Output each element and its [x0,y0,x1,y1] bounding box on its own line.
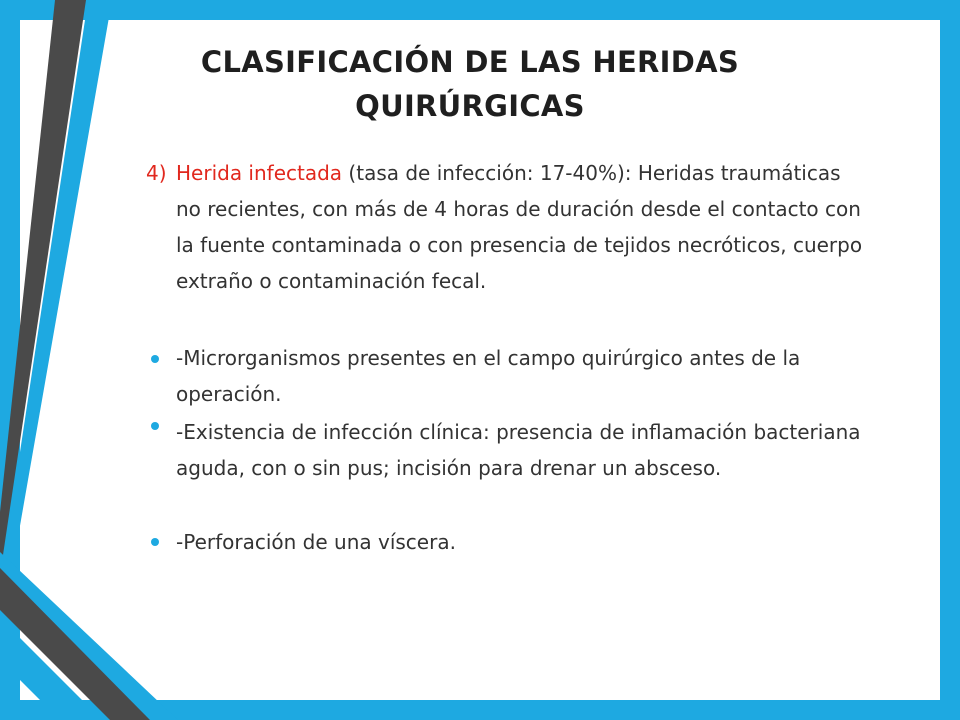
bullet-dot-icon [151,355,159,363]
item-body: (tasa de infección: 17-40%): Heridas traumáticas no recientes, con más de 4 horas de duración desde el contacto con la fuente contaminada o con presencia de tejidos necróticos, cuerpo extraño o contaminación fecal. [176,161,863,293]
stripe-dark-top [0,0,86,575]
title-line-2: QUIRÚRGICAS [355,89,585,123]
numbered-item [146,155,866,299]
bullet-dot-icon [151,538,159,546]
bullet-item [146,340,866,412]
bullet-dot-icon [151,422,159,430]
item-text [176,155,866,299]
slide-title [150,40,790,128]
bullet-text: -Existencia de infección clínica: presencia de inflamación bacteriana aguda, con o sin pus; incisión para drenar un absceso. [176,420,861,480]
bullet-text: -Perforación de una víscera. [176,530,456,554]
item-heading: Herida infectada [176,161,343,185]
bullet-item [146,524,866,560]
item-number: 4) [146,161,167,185]
title-line-1: CLASIFICACIÓN DE LAS HERIDAS [200,45,740,79]
bullet-item [146,414,866,486]
bullet-text: -Microrganismos presentes en el campo quirúrgico antes de la operación. [176,346,801,406]
